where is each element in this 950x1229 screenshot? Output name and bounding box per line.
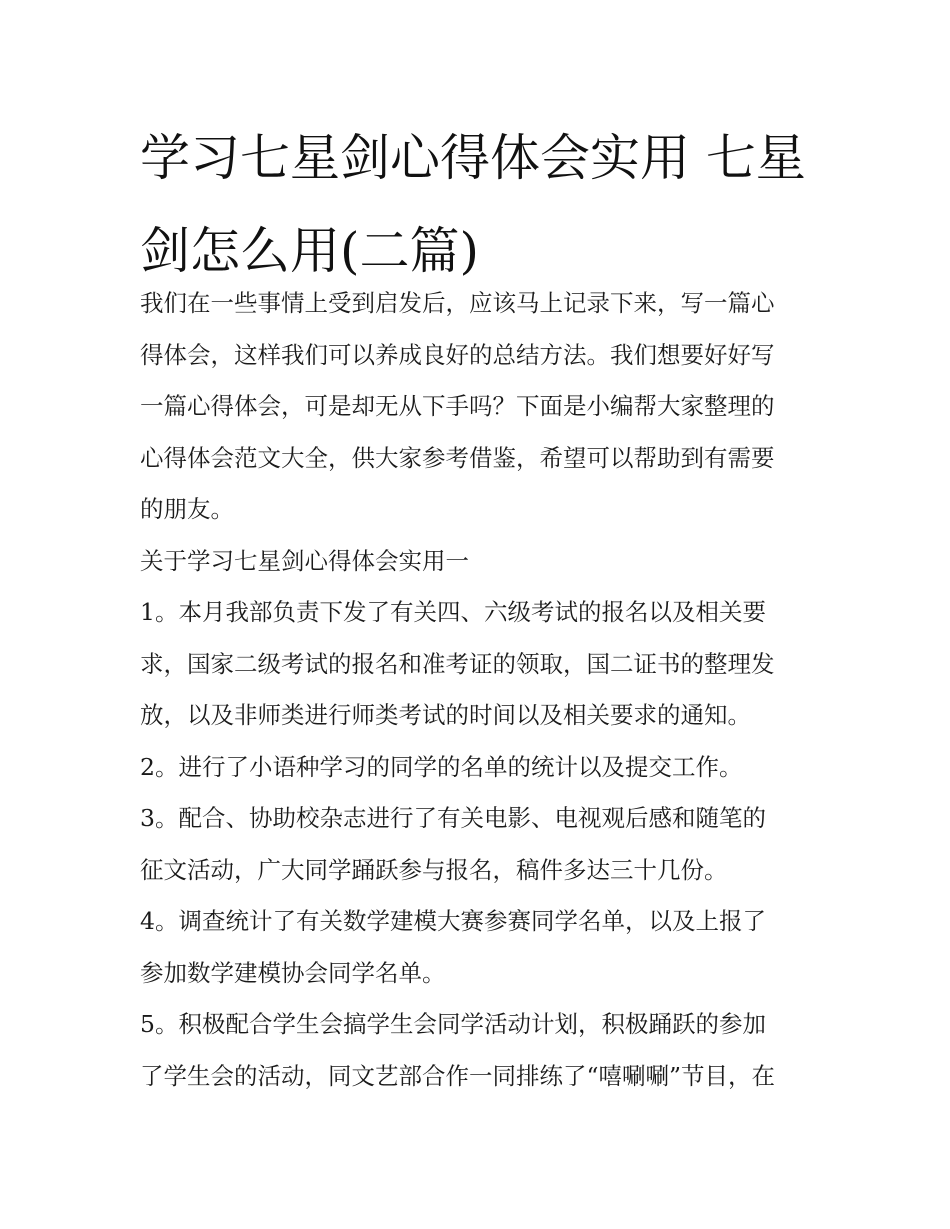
body-line: 得体会，这样我们可以养成良好的总结方法。我们想要好好写 [140,340,775,369]
list-item-line: 5。积极配合学生会搞学生会同学活动计划，积极踊跃的参加 [140,1010,766,1038]
title-line: 学习七星剑心得体会实用 七星 [140,129,806,187]
list-item-line: 放，以及非师类进行师类考试的时间以及相关要求的通知。 [140,701,751,729]
list-item-line: 了学生会的活动，同文艺部合作一同排练了“嘻唰唰”节目，在 [140,1061,776,1090]
title-line: 剑怎么用(二篇) [140,222,480,280]
list-item-line: 征文活动，广大同学踊跃参与报名，稿件多达三十几份。 [140,855,728,884]
list-item-line: 3。配合、协助校杂志进行了有关电影、电视观后感和随笔的 [140,804,766,832]
list-item-line: 2。进行了小语种学习的同学的名单的统计以及提交工作。 [140,752,743,781]
document-body [140,278,820,1102]
body-line: 我们在一些事情上受到启发后，应该马上记录下来，写一篇心 [140,289,775,317]
body-line: 心得体会范文大全，供大家参考借鉴，希望可以帮助到有需要 [140,443,775,472]
list-item-line: 参加数学建模协会同学名单。 [140,958,446,987]
list-item-line: 4。调查统计了有关数学建模大赛参赛同学名单，以及上报了 [140,907,766,935]
list-item-line: 求，国家二级考试的报名和准考证的领取，国二证书的整理发 [140,649,775,678]
section-heading: 关于学习七星剑心得体会实用一 [140,546,469,575]
body-line: 一篇心得体会，可是却无从下手吗？下面是小编帮大家整理的 [140,392,775,420]
page-title [140,112,820,298]
list-item-line: 1。本月我部负责下发了有关四、六级考试的报名以及相关要 [140,598,766,626]
body-line: 的朋友。 [140,495,234,523]
